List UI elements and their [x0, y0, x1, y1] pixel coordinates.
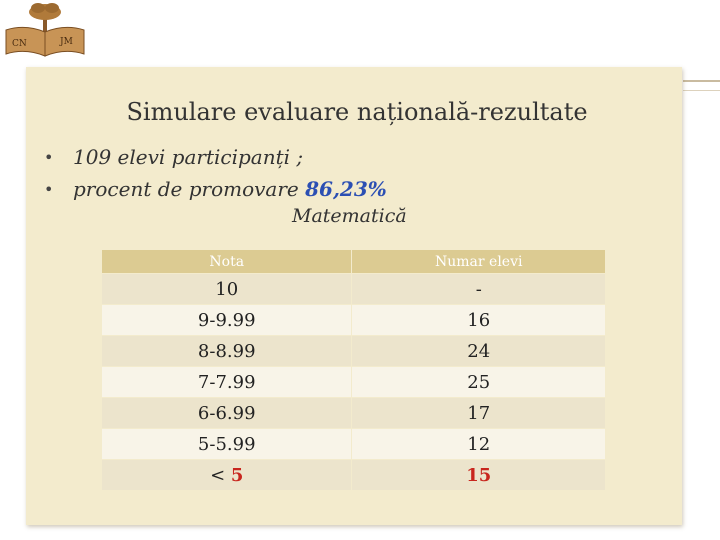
table-row: [102, 305, 606, 336]
grade-cell: 9-9.99: [102, 305, 352, 336]
slide-title: [0, 98, 720, 126]
bullet-participants: [44, 141, 387, 173]
grade-failing-value: 5: [230, 464, 244, 486]
bullet-icon: •: [44, 147, 54, 167]
count-cell: -: [352, 274, 606, 305]
bullet-list: [44, 141, 387, 205]
promotion-label: procent de promovare: [73, 177, 306, 201]
logo-letters-right: JM: [60, 37, 73, 47]
count-cell: 12: [352, 429, 606, 460]
subject-heading: Matematică: [292, 205, 407, 227]
grade-cell: 10: [102, 274, 352, 305]
count-cell: 16: [352, 305, 606, 336]
grade-cell: 8-8.99: [102, 336, 352, 367]
header-grade: Nota: [102, 250, 352, 274]
count-cell: 24: [352, 336, 606, 367]
table-row: [102, 429, 606, 460]
bullet-promotion-rate: [44, 173, 387, 205]
slide-title-text: Simulare evaluare națională-rezultate: [126, 98, 588, 126]
grade-cell: [102, 460, 352, 491]
decorative-line: [683, 90, 720, 91]
school-logo: [0, 0, 92, 60]
table-row: [102, 398, 606, 429]
bullet-icon: •: [44, 179, 54, 199]
table-row: [102, 274, 606, 305]
less-than-sign: <: [210, 464, 231, 486]
grade-cell: 7-7.99: [102, 367, 352, 398]
results-table: [101, 249, 606, 491]
failing-count: 15: [466, 464, 492, 486]
grade-cell: 5-5.99: [102, 429, 352, 460]
grade-cell: 6-6.99: [102, 398, 352, 429]
count-cell: 17: [352, 398, 606, 429]
participants-text: 109 elevi participanți ;: [73, 145, 304, 169]
header-count: Numar elevi: [352, 250, 606, 274]
table-header-row: [102, 250, 606, 274]
table-row: [102, 336, 606, 367]
count-cell: [352, 460, 606, 491]
decorative-line: [683, 80, 720, 82]
table-row: [102, 367, 606, 398]
promotion-percent: 86,23%: [305, 177, 387, 201]
logo-letters-left: CN: [12, 39, 27, 49]
count-cell: 25: [352, 367, 606, 398]
table-row: [102, 460, 606, 491]
